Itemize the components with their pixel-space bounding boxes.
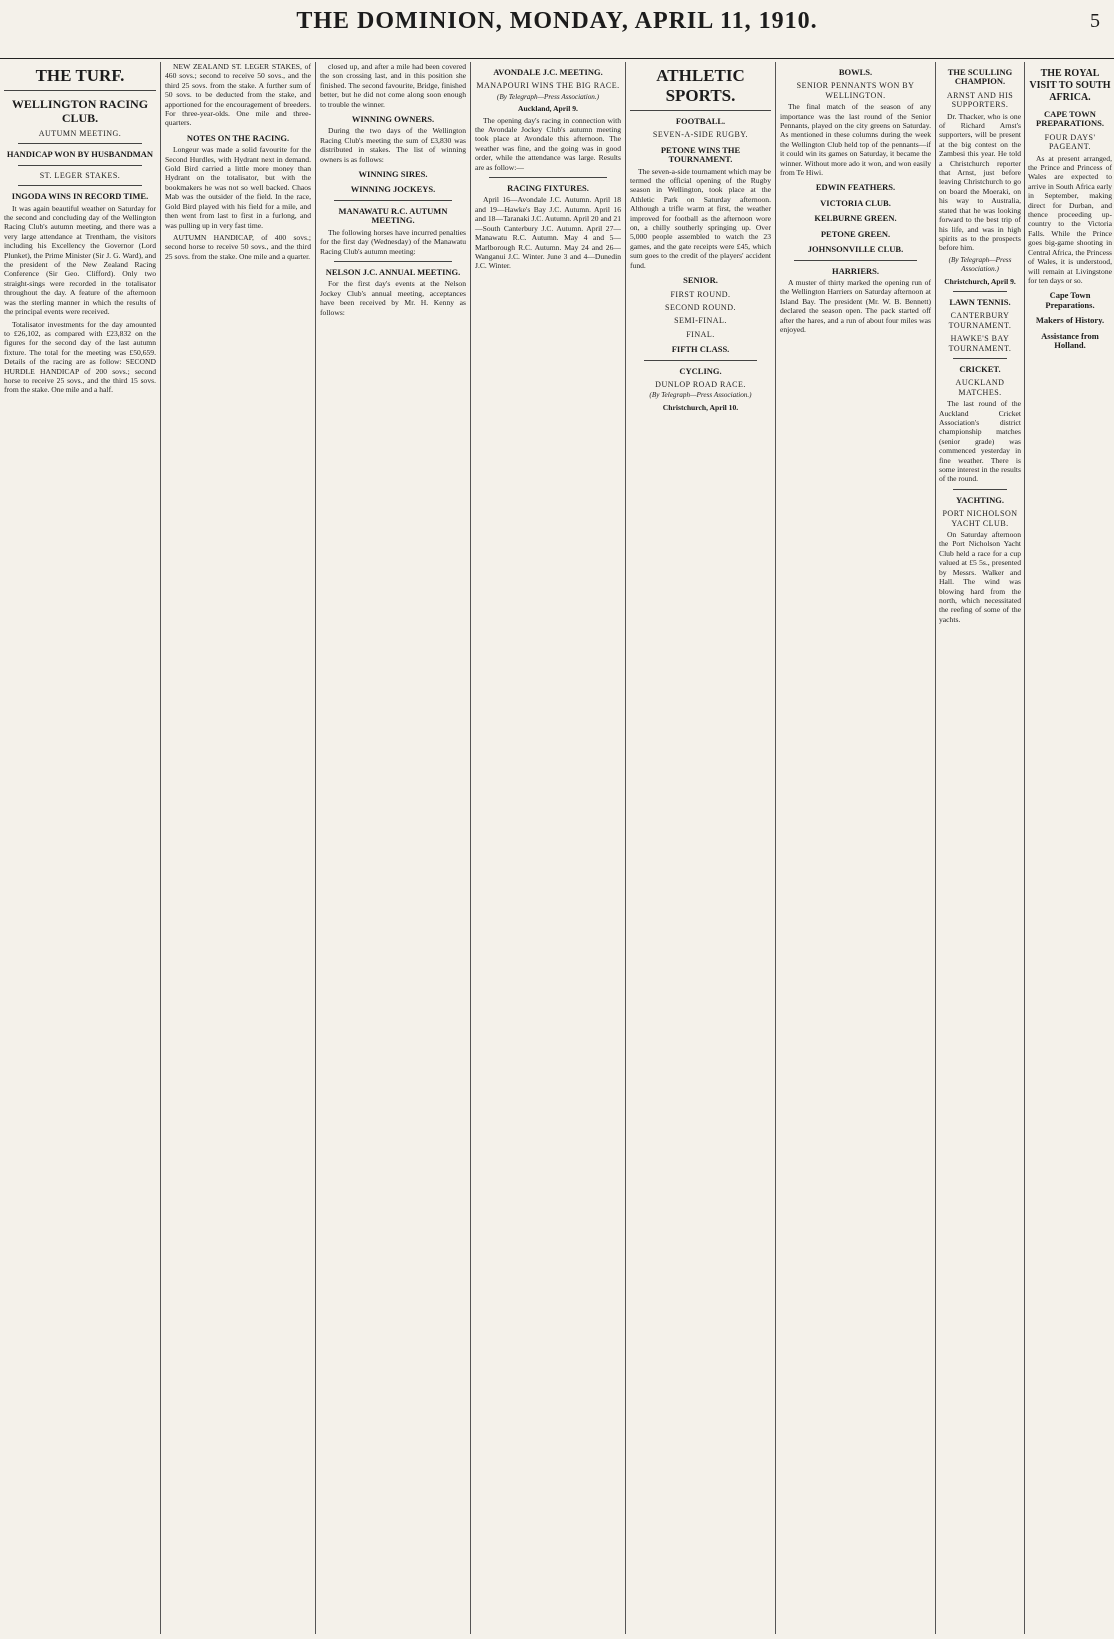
- article-title-harriers: HARRIERS.: [832, 265, 879, 276]
- article-subhead-final: FINAL.: [686, 329, 715, 339]
- owners-intro-paragraph: During the two days of the Wellington Racing Club's meeting the sum of £3,830 was distributed in stakes. The list of winning owners is as follows:: [320, 126, 466, 164]
- harriers-paragraph: A muster of thirty marked the opening run of the Wellington Harriers on Saturday afternoon at Island Bay. The president (Mr. W. B. Bennett) declared the season open. The pack started off after the hares, and a run of about four miles was enjoyed.: [780, 277, 931, 334]
- article-title-avondale: AVONDALE J.C. MEETING.: [493, 67, 603, 77]
- divider: [489, 177, 607, 178]
- article-subhead-kelburne: KELBURNE GREEN.: [814, 213, 897, 224]
- article-title-sculling: THE SCULLING CHAMPION.: [947, 67, 1013, 87]
- divider: [18, 143, 142, 144]
- article-subhead-makers-history: Makers of History.: [1035, 315, 1105, 326]
- dateline: Christchurch, April 10.: [662, 402, 739, 412]
- article-title-royal-visit: THE ROYAL VISIT TO SOUTH AFRICA.: [1029, 68, 1111, 103]
- column-st-leger: [160, 62, 315, 1634]
- column-avondale: [470, 62, 625, 1634]
- divider: [953, 291, 1007, 292]
- article-title-football: FOOTBALL.: [675, 116, 726, 126]
- masthead-title: THE DOMINION, MONDAY, APRIL 11, 1910.: [296, 8, 818, 34]
- article-subhead-petone-green: PETONE GREEN.: [820, 228, 891, 239]
- article-subhead-second-round: SECOND ROUND.: [665, 302, 736, 312]
- avondale-paragraph: The opening day's racing in connection with the Avondale Jockey Club's autumn meeting took place at Avondale this afternoon. The weather was fine, and the going was in good order, while the attendance was large. Results are as follow:—: [475, 115, 621, 172]
- column-turf: [0, 62, 160, 1634]
- section-banner-athletic-sports: ATHLETIC SPORTS.: [630, 66, 771, 111]
- divider: [953, 489, 1007, 490]
- notes-paragraph: Longeur was made a solid favourite for the Second Hurdles, with Hydrant next in demand. Gold Bird carried a little more money than Hydrant on the totalisator, but with the bookmakers he was not so well backed. Chaos Mab was the outsider of the field. In the race, Gold Bird played with his field for a mile, and then went from last to first in a furlong, and was pulling up in very fast time.: [165, 145, 311, 230]
- race-tail-paragraph: closed up, and after a mile had been covered the son crossing last, and in this position she finished. The second favourite, Bridge, finished better, but he did not come along soon enough to trouble the winner.: [320, 62, 466, 109]
- race-stakes-paragraph: NEW ZEALAND ST. LEGER STAKES, of 460 sovs.; second to receive 50 sovs., and the third 25 sovs. from the stake. A further sum of 50 sovs. to be deducted from the stake, and apportioned for the encouragement of breeders. For three-year-olds. One mile and three-quarters.: [165, 62, 311, 128]
- divider: [953, 358, 1007, 359]
- article-subhead-senior-pennants: SENIOR PENNANTS WON BY WELLINGTON.: [796, 81, 915, 100]
- section-banner-turf: THE TURF.: [4, 66, 156, 91]
- divider: [18, 165, 142, 166]
- article-subhead-johnsonville: JOHNSONVILLE CLUB.: [807, 244, 904, 255]
- dateline: Christchurch, April 9.: [944, 276, 1016, 286]
- article-subhead-cape-town-prep: Cape Town Preparations.: [1045, 290, 1095, 310]
- article-subhead-arnst: ARNST AND HIS SUPPORTERS.: [946, 90, 1014, 110]
- article-subhead-notes-racing: NOTES ON THE RACING.: [186, 132, 290, 143]
- press-association-credit: (By Telegraph—Press Association.): [649, 391, 752, 400]
- article-subhead-winning-owners: WINNING OWNERS.: [351, 114, 435, 125]
- divider: [334, 200, 452, 201]
- article-title-lawn-tennis: LAWN TENNIS.: [949, 296, 1011, 307]
- article-subhead-four-days: FOUR DAYS' PAGEANT.: [1044, 132, 1096, 152]
- royal-visit-paragraph: As at present arranged, the Prince and Princess of Wales are expected to arrive in South Africa early in September, making direct for Durban, and thence proceeding up-country to the Victoria Falls. While the Prince goes big-game shooting in Central Africa, the Princess of Wales, it is understood, will remain at Livingstone for ten days or so.: [1028, 153, 1112, 285]
- manawatu-paragraph: The following horses have incurred penalties for the first day (Wednesday) of the Manawatu Racing Club's autumn meeting:: [320, 227, 466, 256]
- divider: [18, 185, 142, 186]
- article-subhead-seven-a-side: SEVEN-A-SIDE RUGBY.: [652, 130, 749, 140]
- article-title-cricket: CRICKET.: [959, 363, 1001, 374]
- bowls-paragraph: The final match of the season of any importance was the last round of the Senior Pennants, played on the city greens on Saturday. As mentioned in these columns during the week the Wellington Club held top of the pennants—if it could win its games on Saturday, it became the winner. Without more ado it won, and won easily from Te Hiwi.: [780, 102, 931, 178]
- nelson-paragraph: For the first day's events at the Nelson Jockey Club's annual meeting, acceptances have been received by Mr. H. Kenny as follows:: [320, 279, 466, 317]
- article-subhead-port-nicholson: PORT NICHOLSON YACHT CLUB.: [942, 509, 1018, 528]
- yachting-paragraph: On Saturday afternoon the Port Nicholson Yacht Club held a race for a cup valued at £5 5s., presented by Messrs. Walker and Hall. The wind was blowing hard from the north, which necessitated the reefing of some of the yachts.: [939, 530, 1021, 624]
- article-lead-paragraph: It was again beautiful weather on Saturday for the second and concluding day of the Wellington Racing Club's autumn meeting, and there was a very large attendance at Trentham, the visitors including his Excellency the Governor (Lord Plunket), the Prime Minister (Sir J. G. Ward), and the president of the New Zealand Racing Conference (Sir Geo. Clifford). Only two straight-sings were recorded in the totalisator throughout the day. A feature of the afternoon was the sterling manner in which the results of the principal events were received.: [4, 203, 156, 317]
- subcolumn-royal-visit: [1024, 62, 1114, 1634]
- article-subhead-dunlop: DUNLOP ROAD RACE.: [655, 379, 746, 389]
- article-subhead-manapouri: MANAPOURI WINS THE BIG RACE.: [476, 81, 620, 91]
- press-association-credit: (By Telegraph—Press Association.): [496, 92, 600, 101]
- article-subhead-winning-jockeys: WINNING JOCKEYS.: [350, 184, 436, 195]
- article-subhead-canterbury: CANTERBURY TOURNAMENT.: [948, 311, 1012, 330]
- column-athletic-sports: [625, 62, 775, 1634]
- article-subhead-st-leger: ST. LEGER STAKES.: [39, 170, 121, 180]
- article-subhead-fifth-class: FIFTH CLASS.: [671, 344, 730, 355]
- article-subhead-auckland-matches: AUCKLAND MATCHES.: [955, 378, 1005, 397]
- article-title-wellington-racing-club: WELLINGTON RACING CLUB.: [11, 97, 149, 125]
- page-number: 5: [1090, 10, 1100, 32]
- subcolumn-sculling: [936, 62, 1024, 1634]
- column-winning-owners: [315, 62, 470, 1634]
- column-sculling-royal-visit: [935, 62, 1114, 1634]
- article-subhead-holland: Assistance from Holland.: [1041, 330, 1099, 350]
- article-subhead-edwin-feathers: EDWIN FEATHERS.: [815, 182, 896, 193]
- article-title-bowls: BOWLS.: [838, 67, 873, 77]
- article-subhead-husbandman: HANDICAP WON BY HUSBANDMAN: [6, 149, 154, 160]
- press-association-credit: (By Telegraph—Press Association.): [948, 255, 1012, 274]
- fixtures-list: April 16—Avondale J.C. Autumn. April 18 and 19—Hawke's Bay J.C. Autumn. April 16 and 18—Taranaki J.C. Autumn. April 20 and 21—South Canterbury J.C. Autumn. April 27—Manawatu R.C. Autumn. May 4 and 5—Marlborough R.C. Autumn. May 24 and 26—Wanganui J.C. Winter. June 3 and 4—Dunedin J.C. Winter.: [475, 195, 621, 271]
- article-title-yachting: YACHTING.: [955, 494, 1005, 505]
- divider: [644, 360, 757, 361]
- article-subhead-ingoda: INGODA WINS IN RECORD TIME.: [11, 191, 149, 202]
- article-title-cycling: CYCLING.: [679, 365, 722, 376]
- dateline: Auckland, April 9.: [518, 104, 578, 114]
- article-subhead-senior: SENIOR.: [683, 275, 718, 286]
- column-bowls: [775, 62, 935, 1634]
- article-subhead-petone-wins: PETONE WINS THE TOURNAMENT.: [660, 144, 741, 165]
- article-subhead-semi-final: SEMI-FINAL.: [674, 316, 727, 326]
- article-subhead-cape-town: CAPE TOWN PREPARATIONS.: [1036, 109, 1104, 129]
- divider: [794, 260, 917, 261]
- cricket-paragraph: The last round of the Auckland Cricket Association's district championship matches (senior grade) was commenced yesterday in fine weather. There is some interest in the results of the round.: [939, 399, 1021, 484]
- article-subhead-first-round: FIRST ROUND.: [670, 289, 731, 299]
- sculling-paragraph: Dr. Thacker, who is one of Richard Arnst's supporters, will be present at the big contest on the Zambesi this year. He told a Christchurch reporter that Arnst, just before leaving Christchurch to go on board the Moeraki, on his way to Australia, stated that he was looking forward to the best trip of his life, and was in high spirits as to the prospects before him.: [939, 111, 1021, 253]
- article-title-racing-fixtures: RACING FIXTURES.: [507, 183, 589, 194]
- football-paragraph: The seven-a-side tournament which may be termed the official opening of the Rugby season in Wellington, took place at the Athletic Park on Saturday afternoon. Although a trifle warm at first, the weather improved for football as the afternoon wore on, a chilly southerly springing up. Over 5,000 people assembled to watch the 23 games, and the gate receipts were £45, which sum goes to the credit of the players' accident fund.: [630, 166, 771, 270]
- autumn-handicap-paragraph: AUTUMN HANDICAP, of 400 sovs.; second horse to receive 50 sovs., and the third 25 sovs. from the stake. One mile and a quarter.: [165, 232, 311, 261]
- article-subhead-autumn-meeting: AUTUMN MEETING.: [38, 129, 122, 138]
- article-title-manawatu: MANAWATU R.C. AUTUMN MEETING.: [338, 205, 448, 226]
- masthead: [0, 0, 1114, 59]
- article-subhead-winning-sires: WINNING SIRES.: [358, 169, 428, 180]
- divider: [334, 261, 452, 262]
- article-subhead-victoria-club: VICTORIA CLUB.: [820, 197, 891, 208]
- article-title-nelson: NELSON J.C. ANNUAL MEETING.: [325, 266, 461, 277]
- article-body-paragraph: Totalisator investments for the day amounted to £26,102, as compared with £23,832 on the figures for the second day of the last autumn fixture. The total for the meeting was £50,659. Details of the racing are as follow: SECOND HURDLE HANDICAP of 200 sovs.; second horse to receive 25 sovs., and the third 15 sovs. from the stake. One mile and a half.: [4, 319, 156, 395]
- article-subhead-hawkes-bay: HAWKE'S BAY TOURNAMENT.: [948, 334, 1012, 353]
